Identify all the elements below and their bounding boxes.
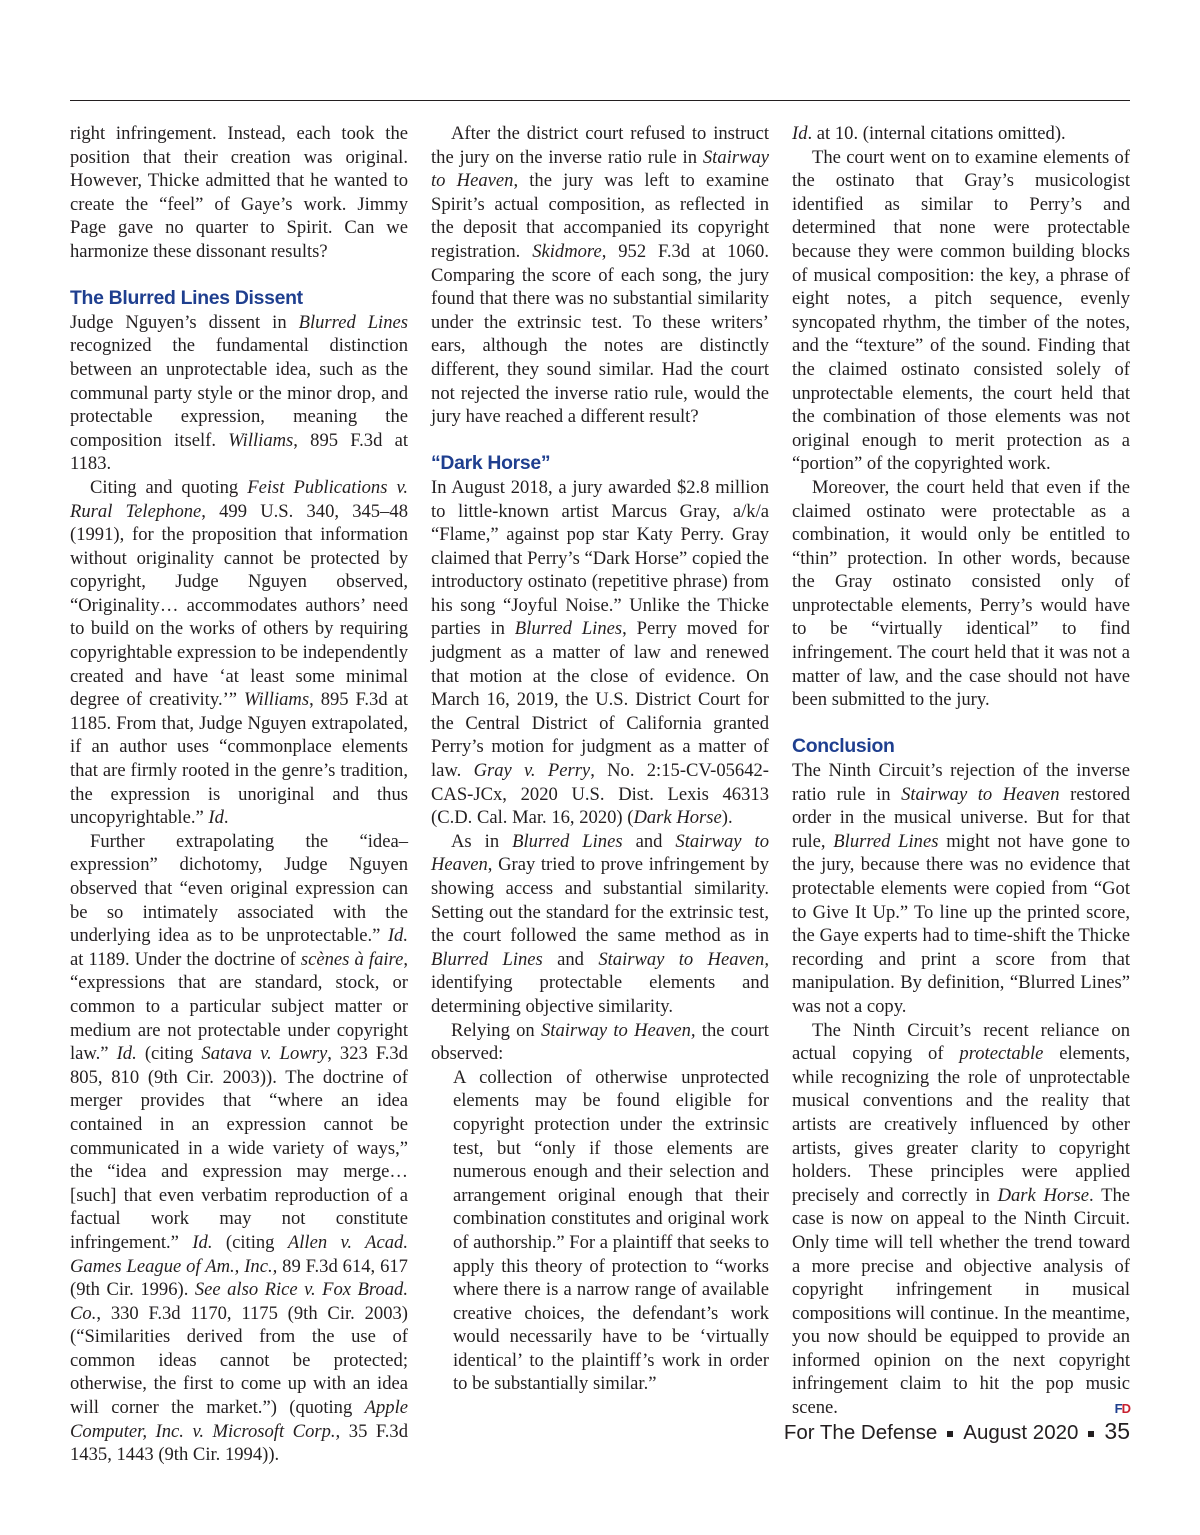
- heading-conclusion: Conclusion: [792, 735, 895, 758]
- paragraph: Further extrapolating the “idea–expression” dichotomy, Judge Nguyen observed that “even original expression can be so intimately associated with the underlying idea as to be unprotectable.” Id. at 1189. Under the doctrine of scènes à faire, “expressions that are standard, stock, or common to a particular subject matter or medium are not protectable under copyright law.” Id. (citing Satava v. Lowry, 323 F.3d 805, 810 (9th Cir. 2003)). The doctrine of merger provides that “where an idea contained in an expression cannot be communicated in a wide variety of ways,” the “idea and expression may merge… [such] that even verbatim reproduction of a factual work may not constitute infringement.” Id. (citing Allen v. Acad. Games League of Am., Inc., 89 F.3d 614, 617 (9th Cir. 1996). See also Rice v. Fox Broad. Co., 330 F.3d 1170, 1175 (9th Cir. 2003) (“Similarities derived from the use of common ideas cannot be protected; otherwise, the first to come up with an idea will corner the market.”) (quoting Apple Computer, Inc. v. Microsoft Corp., 35 F.3d 1435, 1443 (9th Cir. 1994)).: [70, 830, 408, 1466]
- column-1: [70, 122, 408, 1467]
- paragraph: The court went on to examine elements of the ostinato that Gray’s musicologist identified as similar to Perry’s and determined that none were protectable because they were common building blocks of musical composition: the key, a phrase of eight notes, a pitch sequence, evenly syncopated rhythm, the timber of the notes, and the “texture” of the sound. Finding that the claimed ostinato consisted solely of unprotectable elements, the court held that the combination of those elements was not original enough to merit protection as a “portion” of the copyrighted work.: [792, 146, 1130, 475]
- page-footer: [784, 1418, 1130, 1445]
- column-2: [431, 122, 769, 1396]
- bullet-square-icon: [1088, 1431, 1094, 1437]
- paragraph: Judge Nguyen’s dissent in Blurred Lines recognized the fundamental distinction between an unprotectable idea, such as the communal party style or the minor drop, and protectable expression, meaning the composition itself. Williams, 895 F.3d at 1183.: [70, 311, 408, 475]
- page-number: 35: [1104, 1418, 1130, 1444]
- paragraph: right infringement. Instead, each took the position that their creation was original. However, Thicke admitted that he wanted to create the “feel” of Gaye’s work. Jimmy Page gave no quarter to Spirit. Can we harmonize these dissonant results?: [70, 123, 408, 262]
- bullet-square-icon: [947, 1431, 953, 1437]
- paragraph: In August 2018, a jury awarded $2.8 million to little-known artist Marcus Gray, a/k/a “Flame,” against pop star Katy Perry. Gray claimed that Perry’s “Dark Horse” copied the introductory ostinato (repetitive phrase) from his song “Joyful Noise.” Unlike the Thicke parties in Blurred Lines, Perry moved for judgment as a matter of law and renewed that motion at the close of evidence. On March 16, 2019, the U.S. District Court for the Central District of California granted Perry’s motion for judgment as a matter of law. Gray v. Perry, No. 2:15-CV-05642-CAS-JCx, 2020 U.S. Dist. Lexis 46313 (C.D. Cal. Mar. 16, 2020) (Dark Horse).: [431, 476, 770, 829]
- paragraph: The Ninth Circuit’s rejection of the inverse ratio rule in Stairway to Heaven restored order in the musical universe. But for that rule, Blurred Lines might not have gone to the jury, because there was no evidence that protectable elements were copied from “Got to Give It Up.” To line up the printed score, the Gaye experts had to time-shift the Thicke recording and print a score from that manipulation. By definition, “Blurred Lines” was not a copy.: [792, 760, 1130, 1017]
- paragraph: After the district court refused to instruct the jury on the inverse ratio rule in Stairway to Heaven, the jury was left to examine Spirit’s actual composition, as reflected in the deposit that accompanied its copyright registration. Skidmore, 952 F.3d at 1060. Comparing the score of each song, the jury found that there was no substantial similarity under the extrinsic test. To these writers’ ears, although the notes are distinctly different, they sound similar. Had the court not rejected the inverse ratio rule, would the jury have reached a different result?: [431, 123, 770, 428]
- block-quote: A collection of otherwise unprotected elements may be found eligible for copyright protection under the extrinsic test, but “only if those elements are numerous enough and their selection and arrangement original enough that their combination constitutes and original work of authorship.” For a plaintiff that seeks to apply this theory of protection to “works where there is a narrow range of available creative choices, the defendant’s work would necessarily have to be ‘virtually identical’ to the plaintiff’s work in order to be substantially similar.”: [453, 1066, 769, 1395]
- paragraph: As in Blurred Lines and Stairway to Heaven, Gray tried to prove infringement by showing access and substantial similarity. Setting out the standard for the extrinsic test, the court followed the same method as in Blurred Lines and Stairway to Heaven, identifying protectable elements and determining objective similarity.: [431, 830, 769, 1017]
- paragraph: The Ninth Circuit’s recent reliance on actual copying of protectable elements, while recognizing the role of unprotectable musical conventions and the reality that artists are creatively influenced by other artists, gives greater clarity to copyright holders. These principles were applied precisely and correctly in Dark Horse. The case is now on appeal to the Ninth Circuit. Only time will tell whether the trend toward a more precise and objective analysis of copyright infringement in musical compositions will continue. In the meantime, you now should be equipped to provide an informed opinion on the next copyright infringement claim to hit the pop music scene. FD: [792, 1019, 1130, 1419]
- top-rule: [70, 100, 1130, 101]
- end-mark-logo-icon: FD: [1114, 1401, 1130, 1417]
- publication-title: For The Defense: [783, 1421, 938, 1444]
- paragraph: Id. at 10. (internal citations omitted).: [792, 123, 1066, 144]
- column-3: [792, 122, 1130, 1420]
- paragraph: Relying on Stairway to Heaven, the court observed:: [431, 1019, 769, 1065]
- issue-date: August 2020: [963, 1421, 1079, 1444]
- heading-dark-horse: “Dark Horse”: [431, 452, 551, 475]
- paragraph: Citing and quoting Feist Publications v. Rural Telephone, 499 U.S. 340, 345–48 (1991), for the proposition that information without originality cannot be protected by copyright, Judge Nguyen observed, “Originality… accommodates authors’ need to build on the works of others by requiring copyrightable expression to be independently created and have ‘at least some minimal degree of creativity.’” Williams, 895 F.3d at 1185. From that, Judge Nguyen extrapolated, if an author uses “commonplace elements that are firmly rooted in the genre’s tradition, the expression is unoriginal and thus uncopyrightable.” Id.: [70, 476, 409, 829]
- heading-blurred-lines-dissent: The Blurred Lines Dissent: [70, 287, 303, 310]
- paragraph: Moreover, the court held that even if the claimed ostinato were protectable as a combination, it would only be entitled to “thin” protection. In other words, because the Gray ostinato consisted only of unprotectable elements, Perry’s would have to be “virtually identical” to find infringement. The court held that it was not a matter of law, and the case should not have been submitted to the jury.: [792, 476, 1130, 711]
